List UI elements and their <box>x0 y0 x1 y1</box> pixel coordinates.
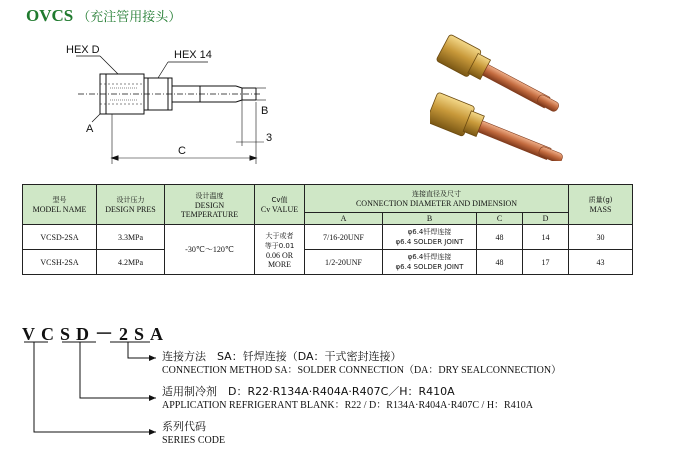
cell-d: 14 <box>523 225 569 250</box>
header-a: A <box>305 213 383 225</box>
cell-model: VCSH-2SA <box>23 250 97 275</box>
label-a: A <box>86 123 94 135</box>
product-code: OVCS <box>26 6 74 25</box>
cell-model: VCSD-2SA <box>23 225 97 250</box>
cell-c: 48 <box>477 225 523 250</box>
legend-connection-en: CONNECTION METHOD SA：SOLDER CONNECTION（DA：DRY SEALCONNECTION） <box>162 365 562 376</box>
header-connection: 连接直径及尺寸 CONNECTION DIAMETER AND DIMENSION <box>305 185 569 213</box>
cell-b: φ6.4钎焊连接 φ6.4 SOLDER JOINT <box>383 225 477 250</box>
header-d: D <box>523 213 569 225</box>
label-hex-14: HEX 14 <box>174 49 212 61</box>
legend-series <box>162 420 225 447</box>
cell-mass: 30 <box>569 225 633 250</box>
label-b: B <box>261 105 269 117</box>
cell-b: φ6.4钎焊连接 φ6.4 SOLDER JOINT <box>383 250 477 275</box>
product-subtitle: （充注管用接头） <box>77 10 182 25</box>
header-mass: 质量(g) MASS <box>569 185 633 225</box>
cell-temperature: -30℃～120℃ <box>165 225 255 275</box>
cell-c: 48 <box>477 250 523 275</box>
legend-refrigerant <box>162 385 533 412</box>
cell-d: 17 <box>523 250 569 275</box>
legend-connection <box>162 350 561 377</box>
header-model: 型号 MODEL NAME <box>23 185 97 225</box>
header-temperature: 设计温度 DESIGN TEMPERATURE <box>165 185 255 225</box>
header-b: B <box>383 213 477 225</box>
legend-series-en: SERIES CODE <box>162 435 226 446</box>
header-pressure: 设计压力 DESIGN PRES <box>97 185 165 225</box>
cell-cv: 大于或者 等于0.01 0.06 OR MORE <box>255 225 305 275</box>
header-c: C <box>477 213 523 225</box>
legend-refrigerant-en: APPLICATION REFRIGERANT BLANK：R22 / D：R134A·R404A·R407C / H：R410A <box>162 400 533 411</box>
legend-connection-cn: 连接方法 SA：钎焊连接（DA：干式密封连接） <box>162 350 402 363</box>
cell-a: 1/2-20UNF <box>305 250 383 275</box>
cell-mass: 43 <box>569 250 633 275</box>
legend-refrigerant-cn: 适用制冷剂 D：R22·R134A·R404A·R407C／H：R410A <box>162 385 455 398</box>
label-c: C <box>178 145 186 157</box>
header-cv: Cv值 Cv VALUE <box>255 185 305 225</box>
cell-pressure: 3.3MPa <box>97 225 165 250</box>
legend-series-cn: 系列代码 <box>162 420 206 433</box>
cell-a: 7/16-20UNF <box>305 225 383 250</box>
label-3: 3 <box>266 132 273 144</box>
label-hex-d: HEX D <box>66 44 100 56</box>
model-code: VCSD－2SA <box>22 324 170 344</box>
cell-pressure: 4.2MPa <box>97 250 165 275</box>
